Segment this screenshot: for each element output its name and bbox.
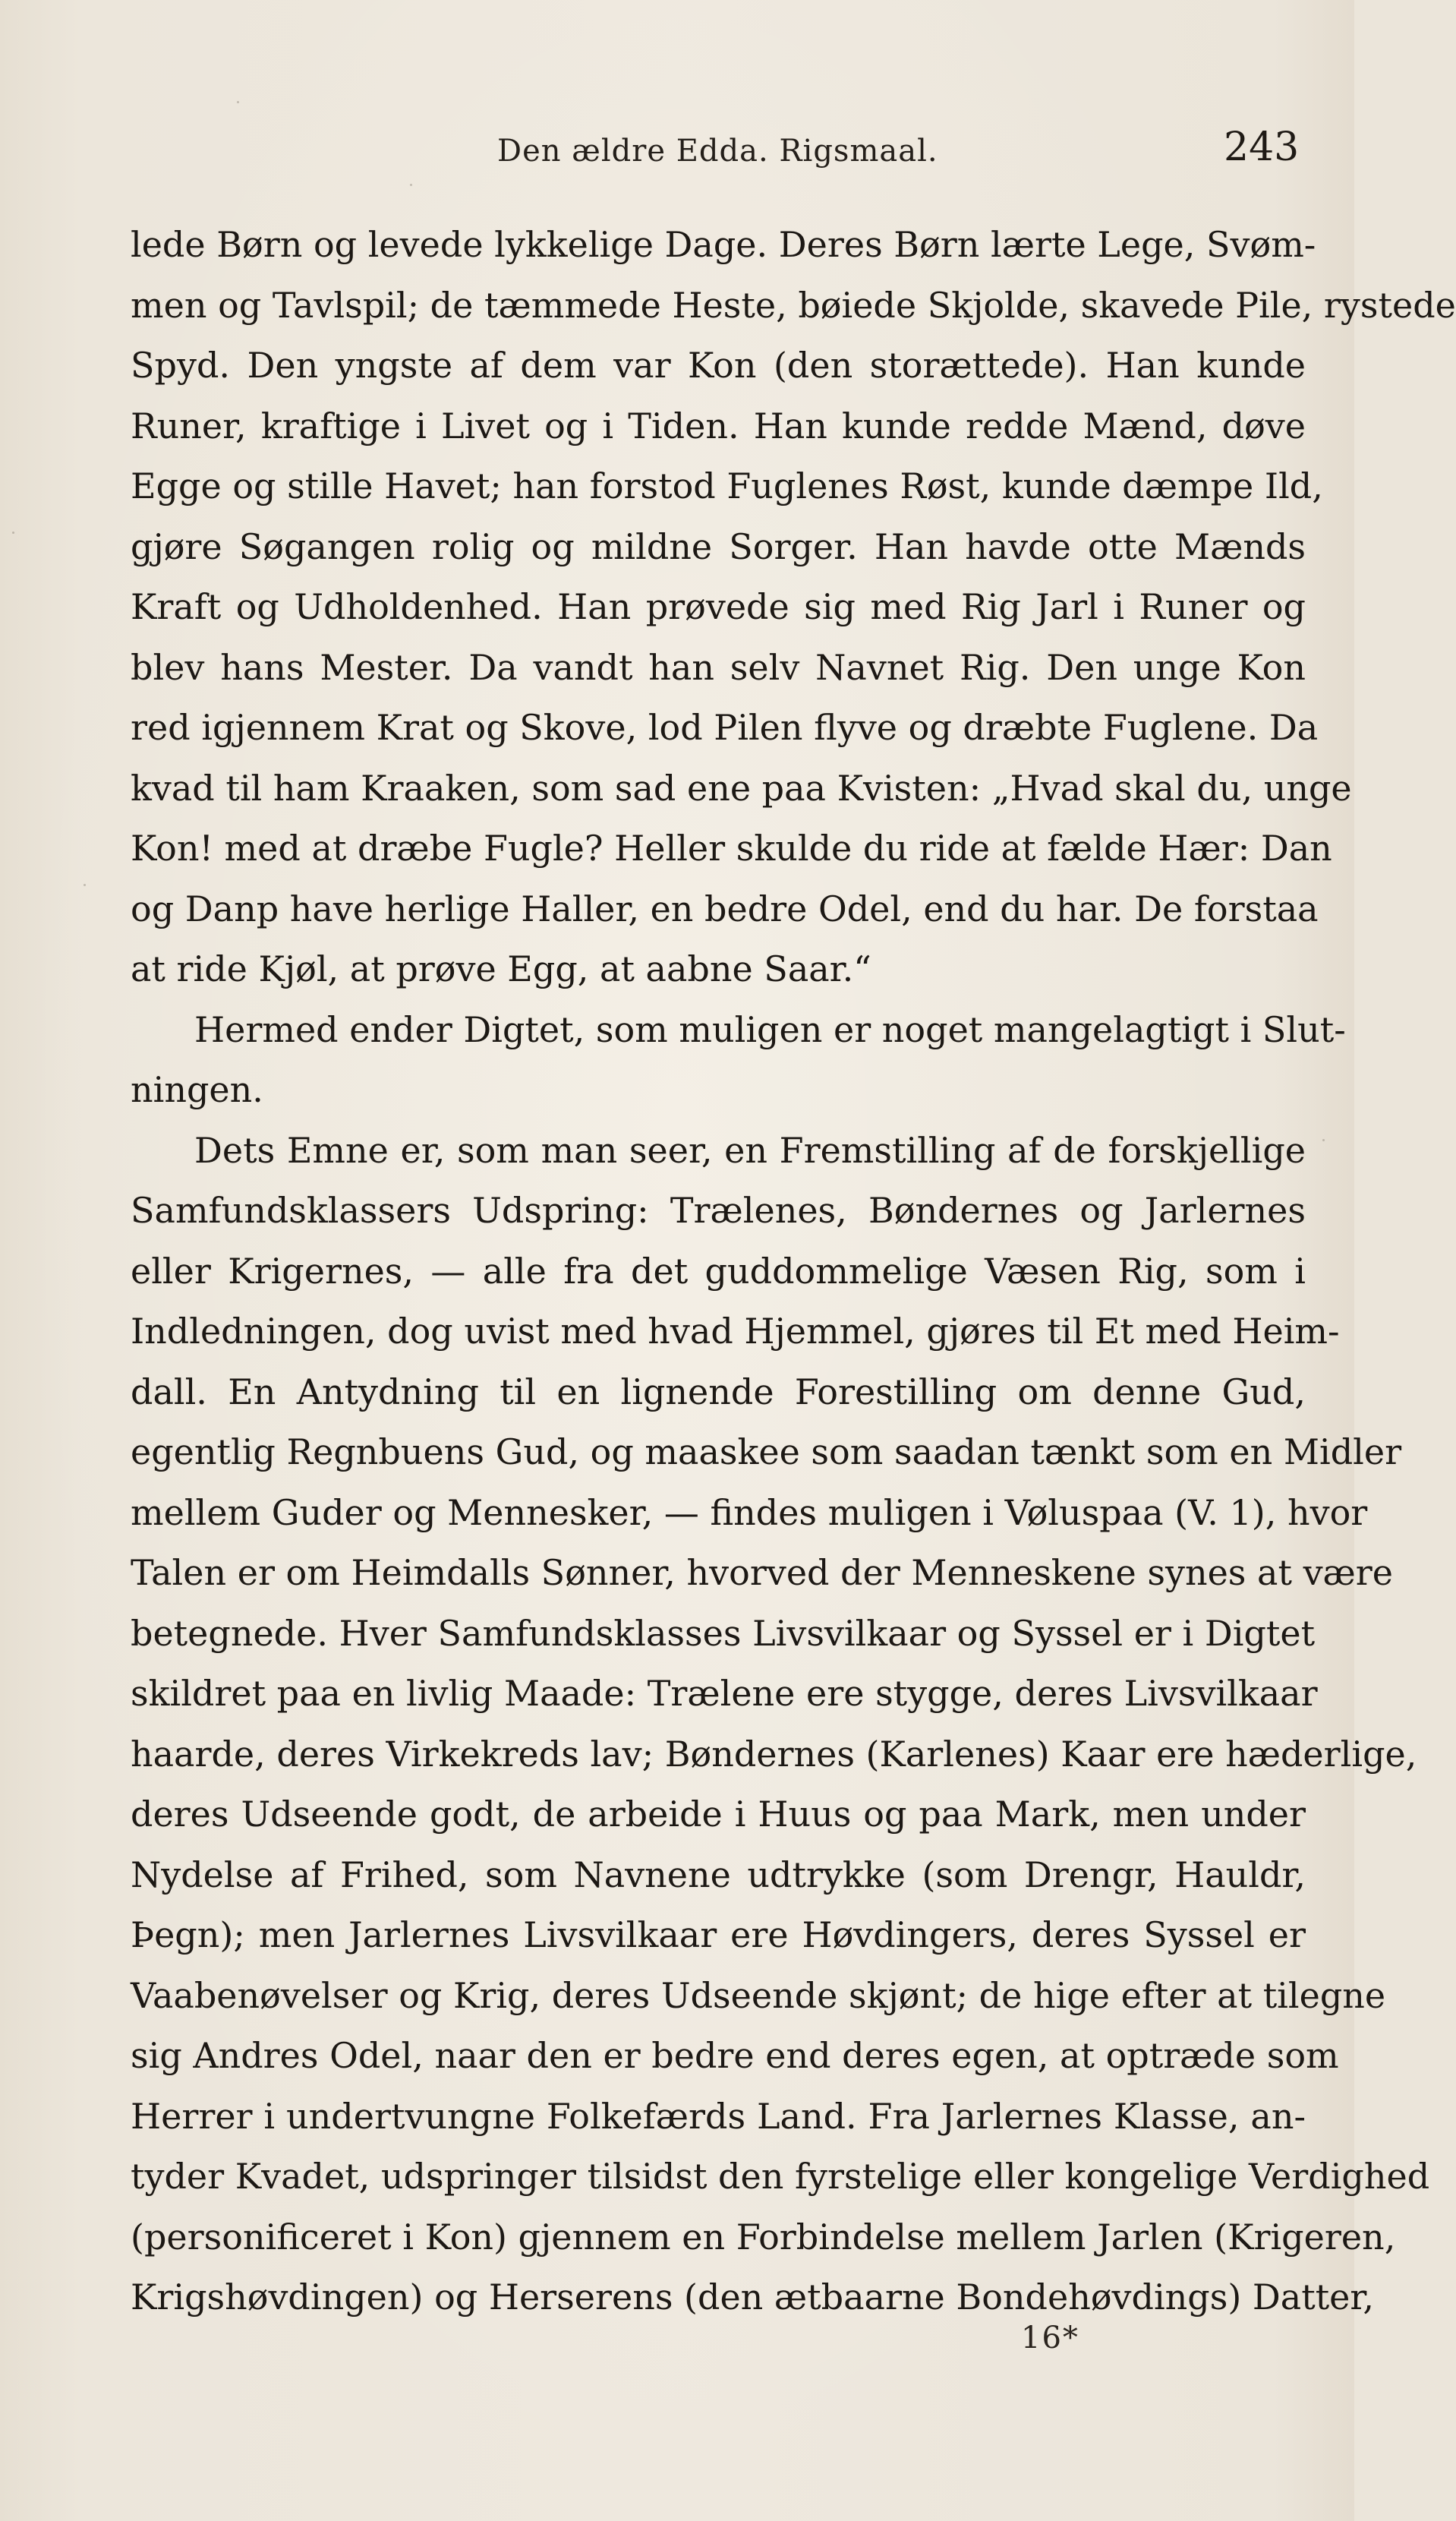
paragraph-start-line: Hermed ender Digtet, som muligen er noget mangelagtigt i Slut- <box>194 1008 1346 1050</box>
text-line: Indledningen, dog uvist med hvad Hjemmel, gjøres til Et med Heim- <box>131 1311 1340 1352</box>
text-line: Kon! med at dræbe Fugle? Heller skulde du ride at fælde Hær: Dan <box>131 828 1332 869</box>
paper-speck <box>410 184 412 186</box>
text-line: Runer, kraftige i Livet og i Tiden. Han kunde redde Mænd, døve <box>131 405 1306 446</box>
text-line: skildret paa en livlig Maade: Trælene ere stygge, deres Livsvilkaar <box>131 1673 1318 1714</box>
text-line: Herrer i undertvungne Folkefærds Land. Fra Jarlernes Klasse, an- <box>131 2095 1306 2137</box>
running-head-title: Den ældre Edda. Rigsmaal. <box>497 134 938 169</box>
text-line: Vaabenøvelser og Krig, deres Udseende skjønt; de hige efter at tilegne <box>131 1974 1386 2016</box>
text-line: red igjennem Krat og Skove, lod Pilen flyve og dræbte Fuglene. Da <box>131 707 1319 748</box>
paper-speck <box>12 532 14 534</box>
paper-speck <box>237 101 239 103</box>
text-line: blev hans Mester. Da vandt han selv Navnet Rig. Den unge Kon <box>131 646 1306 688</box>
text-line: Egge og stille Havet; han forstod Fuglenes Røst, kunde dæmpe Ild, <box>131 465 1323 506</box>
text-line: Krigshøvdingen) og Herserens (den ætbaarne Bondehøvdings) Datter, <box>131 2276 1374 2317</box>
text-line: haarde, deres Virkekreds lav; Bøndernes (Karlenes) Kaar ere hæderlige, <box>131 1733 1417 1775</box>
text-line: men og Tavlspil; de tæmmede Heste, bøiede Skjolde, skavede Pile, rystede <box>131 284 1456 326</box>
body-text <box>131 215 1456 2328</box>
text-line: Talen er om Heimdalls Sønner, hvorved der Menneskene synes at være <box>131 1552 1394 1593</box>
text-line: deres Udseende godt, de arbeide i Huus og paa Mark, men under <box>131 1794 1306 1835</box>
text-line: dall. En Antydning til en lignende Forestilling om denne Gud, <box>131 1371 1306 1412</box>
text-line: Samfundsklassers Udspring: Trælenes, Bøndernes og Jarlernes <box>131 1190 1306 1231</box>
text-line: tyder Kvadet, udspringer tilsidst den fyrstelige eller kongelige Verdighed <box>131 2156 1430 2197</box>
text-line: at ride Kjøl, at prøve Egg, at aabne Saar.“ <box>131 948 871 989</box>
text-line: eller Krigernes, — alle fra det guddommelige Væsen Rig, som i <box>131 1250 1306 1292</box>
text-line: lede Børn og levede lykkelige Dage. Deres Børn lærte Lege, Svøm- <box>131 224 1316 265</box>
text-line: sig Andres Odel, naar den er bedre end deres egen, at optræde som <box>131 2035 1339 2076</box>
text-line: (personificeret i Kon) gjennem en Forbindelse mellem Jarlen (Krigeren, <box>131 2216 1396 2258</box>
text-line: gjøre Søgangen rolig og mildne Sorger. Han havde otte Mænds <box>131 525 1306 567</box>
page-number: 243 <box>1224 125 1300 170</box>
running-head <box>0 121 1354 182</box>
text-line: Nydelse af Frihed, som Navnene udtrykke (som Drengr, Hauldr, <box>131 1854 1306 1895</box>
signature-mark: 16* <box>1021 2321 1079 2355</box>
paper-speck <box>84 884 86 886</box>
text-line: mellem Guder og Mennesker, — findes muligen i Vøluspaa (V. 1), hvor <box>131 1491 1368 1533</box>
text-line: ningen. <box>131 1069 263 1110</box>
text-line: Þegn); men Jarlernes Livsvilkaar ere Høvdingers, deres Syssel er <box>131 1914 1306 1955</box>
text-line: egentlig Regnbuens Gud, og maaskee som saadan tænkt som en Midler <box>131 1431 1402 1472</box>
text-line: og Danp have herlige Haller, en bedre Odel, end du har. De forstaa <box>131 888 1319 929</box>
paper-speck <box>1322 1139 1325 1141</box>
text-line: kvad til ham Kraaken, som sad ene paa Kvisten: „Hvad skal du, unge <box>131 767 1352 809</box>
text-line: betegnede. Hver Samfundsklasses Livsvilkaar og Syssel er i Digtet <box>131 1612 1316 1654</box>
text-line: Spyd. Den yngste af dem var Kon (den storættede). Han kunde <box>131 345 1306 386</box>
text-line: Kraft og Udholdenhed. Han prøvede sig med Rig Jarl i Runer og <box>131 586 1306 627</box>
paragraph-start-line: Dets Emne er, som man seer, en Fremstilling af de forskjellige <box>194 1129 1306 1171</box>
